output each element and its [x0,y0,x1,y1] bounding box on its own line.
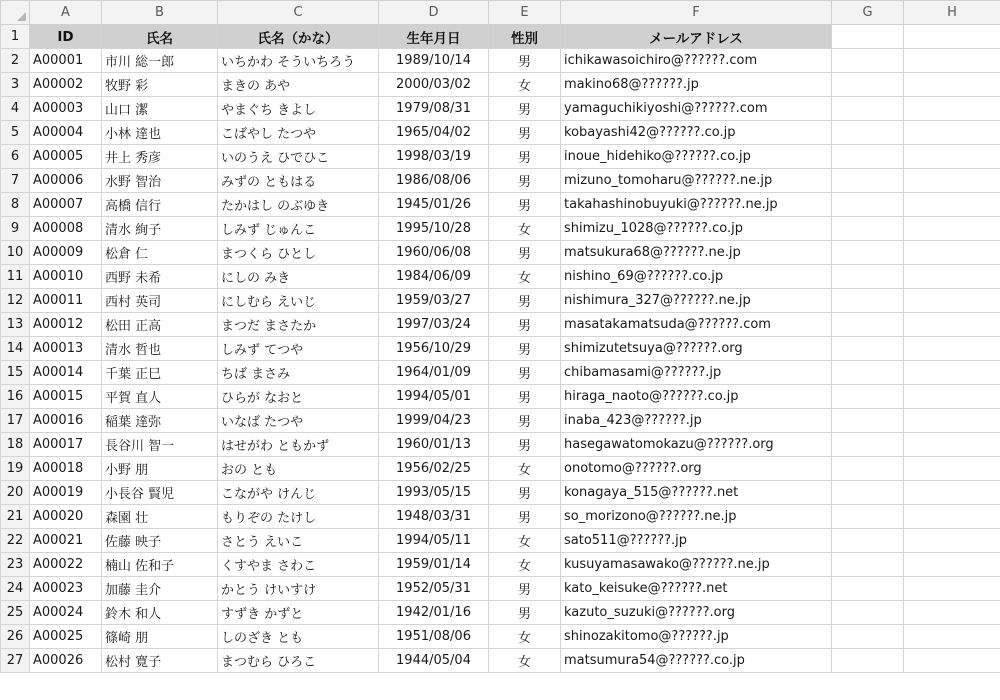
empty-cell[interactable] [832,193,904,217]
cell-email[interactable]: matsukura68@??????.ne.jp [561,241,832,265]
header-cell-email[interactable]: メールアドレス [561,25,832,49]
cell-name[interactable]: 松倉 仁 [102,241,218,265]
empty-cell[interactable] [832,289,904,313]
empty-cell[interactable] [832,361,904,385]
cell-kana[interactable]: にしむら えいじ [218,289,379,313]
cell-sex[interactable]: 男 [489,241,561,265]
row-header[interactable]: 26 [1,625,30,649]
empty-cell[interactable] [904,553,1000,577]
cell-birth[interactable]: 1956/10/29 [379,337,489,361]
table-row [1,625,1000,649]
cell-kana[interactable]: くすやま さわこ [218,553,379,577]
cell-birth[interactable]: 1984/06/09 [379,265,489,289]
cell-birth[interactable]: 1942/01/16 [379,601,489,625]
column-header-c[interactable]: C [218,1,379,25]
cell-kana[interactable]: まつだ まさたか [218,313,379,337]
empty-cell[interactable] [904,121,1000,145]
cell-kana[interactable]: たかはし のぶゆき [218,193,379,217]
table-row [1,193,1000,217]
row-header[interactable]: 7 [1,169,30,193]
cell-id[interactable]: A00023 [30,577,102,601]
cell-birth[interactable]: 1948/03/31 [379,505,489,529]
table-row [1,409,1000,433]
cell-kana[interactable]: こばやし たつや [218,121,379,145]
empty-cell[interactable] [904,145,1000,169]
cell-email[interactable]: shimizu_1028@??????.co.jp [561,217,832,241]
cell-email[interactable]: shinozakitomo@??????.jp [561,625,832,649]
cell-name[interactable]: 高橋 信行 [102,193,218,217]
row-header[interactable]: 11 [1,265,30,289]
cell-email[interactable]: kusuyamasawako@??????.ne.jp [561,553,832,577]
row-header[interactable]: 10 [1,241,30,265]
cell-email[interactable]: yamaguchikiyoshi@??????.com [561,97,832,121]
cell-sex[interactable]: 女 [489,265,561,289]
cell-name[interactable]: 松田 正高 [102,313,218,337]
cell-name[interactable]: 井上 秀彦 [102,145,218,169]
cell-id[interactable]: A00008 [30,217,102,241]
cell-id[interactable]: A00009 [30,241,102,265]
cell-birth[interactable]: 1959/01/14 [379,553,489,577]
cell-name[interactable]: 千葉 正巳 [102,361,218,385]
cell-kana[interactable]: まきの あや [218,73,379,97]
cell-sex[interactable]: 男 [489,433,561,457]
row-header[interactable]: 14 [1,337,30,361]
cell-kana[interactable]: まつむら ひろこ [218,649,379,673]
cell-birth[interactable]: 1999/04/23 [379,409,489,433]
cell-name[interactable]: 西村 英司 [102,289,218,313]
row-header[interactable]: 3 [1,73,30,97]
cell-birth[interactable]: 1995/10/28 [379,217,489,241]
cell-birth[interactable]: 1945/01/26 [379,193,489,217]
row-header[interactable]: 20 [1,481,30,505]
cell-id[interactable]: A00025 [30,625,102,649]
empty-cell[interactable] [904,217,1000,241]
table-row [1,265,1000,289]
empty-cell[interactable] [832,529,904,553]
column-header-row [1,1,1000,25]
cell-birth[interactable]: 2000/03/02 [379,73,489,97]
cell-id[interactable]: A00017 [30,433,102,457]
cell-email[interactable]: matsumura54@??????.co.jp [561,649,832,673]
cell-id[interactable]: A00022 [30,553,102,577]
cell-kana[interactable]: かとう けいすけ [218,577,379,601]
empty-cell[interactable] [904,241,1000,265]
empty-cell[interactable] [904,433,1000,457]
empty-cell[interactable] [904,337,1000,361]
row-header[interactable]: 21 [1,505,30,529]
header-cell-name[interactable]: 氏名 [102,25,218,49]
column-header-f[interactable]: F [561,1,832,25]
empty-cell[interactable] [832,241,904,265]
table-row [1,553,1000,577]
header-cell-kana[interactable]: 氏名（かな） [218,25,379,49]
cell-sex[interactable]: 男 [489,193,561,217]
cell-sex[interactable]: 女 [489,529,561,553]
cell-kana[interactable]: ひらが なおと [218,385,379,409]
table-row [1,169,1000,193]
cell-sex[interactable]: 女 [489,457,561,481]
cell-id[interactable]: A00014 [30,361,102,385]
cell-sex[interactable]: 男 [489,169,561,193]
cell-name[interactable]: 小長谷 賢児 [102,481,218,505]
cell-email[interactable]: so_morizono@??????.ne.jp [561,505,832,529]
row-header[interactable]: 16 [1,385,30,409]
cell-name[interactable]: 佐藤 映子 [102,529,218,553]
cell-id[interactable]: A00011 [30,289,102,313]
empty-cell[interactable] [904,25,1000,49]
cell-id[interactable]: A00002 [30,73,102,97]
table-row [1,649,1000,673]
column-header-e[interactable]: E [489,1,561,25]
cell-birth[interactable]: 1997/03/24 [379,313,489,337]
cell-name[interactable]: 清水 絢子 [102,217,218,241]
cell-sex[interactable]: 男 [489,313,561,337]
cell-name[interactable]: 松村 寛子 [102,649,218,673]
cell-id[interactable]: A00006 [30,169,102,193]
cell-kana[interactable]: にしの みき [218,265,379,289]
row-header[interactable]: 18 [1,433,30,457]
cell-birth[interactable]: 1993/05/15 [379,481,489,505]
row-header[interactable]: 4 [1,97,30,121]
cell-kana[interactable]: もりぞの たけし [218,505,379,529]
table-row [1,241,1000,265]
empty-cell[interactable] [904,577,1000,601]
empty-cell[interactable] [904,169,1000,193]
cell-kana[interactable]: ちば まさみ [218,361,379,385]
cell-birth[interactable]: 1989/10/14 [379,49,489,73]
cell-email[interactable]: nishimura_327@??????.ne.jp [561,289,832,313]
cell-sex[interactable]: 女 [489,625,561,649]
cell-id[interactable]: A00001 [30,49,102,73]
cell-email[interactable]: sato511@??????.jp [561,529,832,553]
cell-sex[interactable]: 男 [489,505,561,529]
empty-cell[interactable] [904,649,1000,673]
cell-id[interactable]: A00013 [30,337,102,361]
empty-cell[interactable] [832,481,904,505]
table-header-row [1,25,1000,49]
cell-birth[interactable]: 1965/04/02 [379,121,489,145]
cell-birth[interactable]: 1956/02/25 [379,457,489,481]
cell-sex[interactable]: 女 [489,553,561,577]
table-row [1,73,1000,97]
cell-email[interactable]: nishino_69@??????.co.jp [561,265,832,289]
cell-birth[interactable]: 1964/01/09 [379,361,489,385]
table-row [1,121,1000,145]
cell-email[interactable]: chibamasami@??????.jp [561,361,832,385]
cell-kana[interactable]: おの とも [218,457,379,481]
cell-email[interactable]: inoue_hidehiko@??????.co.jp [561,145,832,169]
empty-cell[interactable] [832,577,904,601]
cell-sex[interactable]: 女 [489,217,561,241]
cell-birth[interactable]: 1952/05/31 [379,577,489,601]
cell-kana[interactable]: やまぐち きよし [218,97,379,121]
cell-kana[interactable]: はせがわ ともかず [218,433,379,457]
cell-birth[interactable]: 1951/08/06 [379,625,489,649]
cell-sex[interactable]: 男 [489,121,561,145]
cell-email[interactable]: takahashinobuyuki@??????.ne.jp [561,193,832,217]
row-header[interactable]: 19 [1,457,30,481]
column-header-b[interactable]: B [102,1,218,25]
empty-cell[interactable] [904,601,1000,625]
table-row [1,337,1000,361]
cell-kana[interactable]: しみず てつや [218,337,379,361]
cell-name[interactable]: 小野 朋 [102,457,218,481]
table-row [1,529,1000,553]
cell-email[interactable]: ichikawasoichiro@??????.com [561,49,832,73]
empty-cell[interactable] [832,409,904,433]
cell-kana[interactable]: いちかわ そういちろう [218,49,379,73]
cell-birth[interactable]: 1944/05/04 [379,649,489,673]
row-header[interactable]: 13 [1,313,30,337]
cell-email[interactable]: kazuto_suzuki@??????.org [561,601,832,625]
cell-email[interactable]: mizuno_tomoharu@??????.ne.jp [561,169,832,193]
cell-sex[interactable]: 女 [489,73,561,97]
column-header-d[interactable]: D [379,1,489,25]
cell-birth[interactable]: 1986/08/06 [379,169,489,193]
table-row [1,313,1000,337]
row-header[interactable]: 9 [1,217,30,241]
cell-name[interactable]: 西野 未希 [102,265,218,289]
empty-cell[interactable] [832,649,904,673]
empty-cell[interactable] [832,49,904,73]
row-header[interactable]: 5 [1,121,30,145]
row-header[interactable]: 15 [1,361,30,385]
cell-kana[interactable]: しみず じゅんこ [218,217,379,241]
cell-name[interactable]: 水野 智治 [102,169,218,193]
cell-email[interactable]: shimizutetsuya@??????.org [561,337,832,361]
cell-kana[interactable]: すずき かずと [218,601,379,625]
row-header[interactable]: 22 [1,529,30,553]
cell-email[interactable]: makino68@??????.jp [561,73,832,97]
column-header-g[interactable]: G [832,1,904,25]
cell-name[interactable]: 森園 壮 [102,505,218,529]
cell-email[interactable]: onotomo@??????.org [561,457,832,481]
table-row [1,289,1000,313]
empty-cell[interactable] [832,265,904,289]
select-all-corner[interactable] [1,1,30,25]
row-header[interactable]: 23 [1,553,30,577]
empty-cell[interactable] [904,361,1000,385]
table-row [1,97,1000,121]
cell-email[interactable]: hiraga_naoto@??????.co.jp [561,385,832,409]
cell-name[interactable]: 加藤 圭介 [102,577,218,601]
cell-sex[interactable]: 男 [489,385,561,409]
table-row [1,361,1000,385]
cell-id[interactable]: A00005 [30,145,102,169]
cell-sex[interactable]: 男 [489,361,561,385]
table-row [1,49,1000,73]
cell-birth[interactable]: 1998/03/19 [379,145,489,169]
cell-birth[interactable]: 1994/05/11 [379,529,489,553]
cell-email[interactable]: masatakamatsuda@??????.com [561,313,832,337]
empty-cell[interactable] [904,385,1000,409]
empty-cell[interactable] [904,289,1000,313]
cell-sex[interactable]: 男 [489,577,561,601]
row-header[interactable]: 12 [1,289,30,313]
cell-name[interactable]: 小林 達也 [102,121,218,145]
row-header[interactable]: 1 [1,25,30,49]
empty-cell[interactable] [832,25,904,49]
column-header-a[interactable]: A [30,1,102,25]
cell-id[interactable]: A00026 [30,649,102,673]
table-row [1,481,1000,505]
empty-cell[interactable] [904,193,1000,217]
cell-id[interactable]: A00004 [30,121,102,145]
cell-name[interactable]: 楠山 佐和子 [102,553,218,577]
empty-cell[interactable] [904,481,1000,505]
cell-kana[interactable]: いなば たつや [218,409,379,433]
table-row [1,433,1000,457]
empty-cell[interactable] [832,97,904,121]
cell-name[interactable]: 稲葉 達弥 [102,409,218,433]
empty-cell[interactable] [832,145,904,169]
cell-kana[interactable]: こながや けんじ [218,481,379,505]
cell-sex[interactable]: 男 [489,481,561,505]
cell-birth[interactable]: 1959/03/27 [379,289,489,313]
cell-name[interactable]: 篠崎 朋 [102,625,218,649]
empty-cell[interactable] [832,337,904,361]
cell-id[interactable]: A00018 [30,457,102,481]
cell-name[interactable]: 清水 哲也 [102,337,218,361]
cell-id[interactable]: A00024 [30,601,102,625]
empty-cell[interactable] [832,217,904,241]
cell-id[interactable]: A00020 [30,505,102,529]
row-header[interactable]: 24 [1,577,30,601]
empty-cell[interactable] [904,265,1000,289]
empty-cell[interactable] [904,49,1000,73]
table-row [1,145,1000,169]
empty-cell[interactable] [832,553,904,577]
cell-email[interactable]: inaba_423@??????.jp [561,409,832,433]
cell-sex[interactable]: 男 [489,97,561,121]
cell-id[interactable]: A00012 [30,313,102,337]
cell-id[interactable]: A00015 [30,385,102,409]
cell-email[interactable]: konagaya_515@??????.net [561,481,832,505]
cell-name[interactable]: 平賀 直人 [102,385,218,409]
cell-name[interactable]: 山口 潔 [102,97,218,121]
table-row [1,385,1000,409]
empty-cell[interactable] [832,457,904,481]
cell-sex[interactable]: 男 [489,289,561,313]
empty-cell[interactable] [904,457,1000,481]
empty-cell[interactable] [904,97,1000,121]
empty-cell[interactable] [832,121,904,145]
cell-name[interactable]: 長谷川 智一 [102,433,218,457]
cell-id[interactable]: A00021 [30,529,102,553]
empty-cell[interactable] [832,73,904,97]
header-cell-birth[interactable]: 生年月日 [379,25,489,49]
cell-kana[interactable]: いのうえ ひでひこ [218,145,379,169]
cell-kana[interactable]: みずの ともはる [218,169,379,193]
row-header[interactable]: 6 [1,145,30,169]
row-header[interactable]: 17 [1,409,30,433]
empty-cell[interactable] [832,505,904,529]
empty-cell[interactable] [832,433,904,457]
cell-id[interactable]: A00007 [30,193,102,217]
cell-sex[interactable]: 男 [489,145,561,169]
table-row [1,577,1000,601]
empty-cell[interactable] [832,601,904,625]
header-cell-sex[interactable]: 性別 [489,25,561,49]
empty-cell[interactable] [832,313,904,337]
cell-name[interactable]: 鈴木 和人 [102,601,218,625]
empty-cell[interactable] [904,313,1000,337]
cell-id[interactable]: A00016 [30,409,102,433]
empty-cell[interactable] [904,505,1000,529]
empty-cell[interactable] [832,385,904,409]
cell-id[interactable]: A00003 [30,97,102,121]
cell-email[interactable]: kato_keisuke@??????.net [561,577,832,601]
cell-kana[interactable]: しのざき とも [218,625,379,649]
cell-sex[interactable]: 男 [489,409,561,433]
table-row [1,457,1000,481]
cell-birth[interactable]: 1994/05/01 [379,385,489,409]
cell-name[interactable]: 牧野 彩 [102,73,218,97]
empty-cell[interactable] [904,409,1000,433]
column-header-h[interactable]: H [904,1,1000,25]
table-row [1,217,1000,241]
header-cell-id[interactable]: ID [30,25,102,49]
table-row [1,601,1000,625]
cell-birth[interactable]: 1960/01/13 [379,433,489,457]
row-header[interactable]: 27 [1,649,30,673]
cell-kana[interactable]: まつくら ひとし [218,241,379,265]
row-header[interactable]: 2 [1,49,30,73]
cell-name[interactable]: 市川 総一郎 [102,49,218,73]
empty-cell[interactable] [904,529,1000,553]
cell-sex[interactable]: 女 [489,649,561,673]
cell-sex[interactable]: 男 [489,49,561,73]
cell-birth[interactable]: 1979/08/31 [379,97,489,121]
cell-sex[interactable]: 男 [489,601,561,625]
row-header[interactable]: 25 [1,601,30,625]
table-row [1,505,1000,529]
empty-cell[interactable] [832,169,904,193]
empty-cell[interactable] [832,625,904,649]
row-header[interactable]: 8 [1,193,30,217]
empty-cell[interactable] [904,73,1000,97]
cell-sex[interactable]: 男 [489,337,561,361]
cell-id[interactable]: A00019 [30,481,102,505]
cell-email[interactable]: kobayashi42@??????.co.jp [561,121,832,145]
empty-cell[interactable] [904,625,1000,649]
cell-kana[interactable]: さとう えいこ [218,529,379,553]
cell-email[interactable]: hasegawatomokazu@??????.org [561,433,832,457]
cell-id[interactable]: A00010 [30,265,102,289]
cell-birth[interactable]: 1960/06/08 [379,241,489,265]
